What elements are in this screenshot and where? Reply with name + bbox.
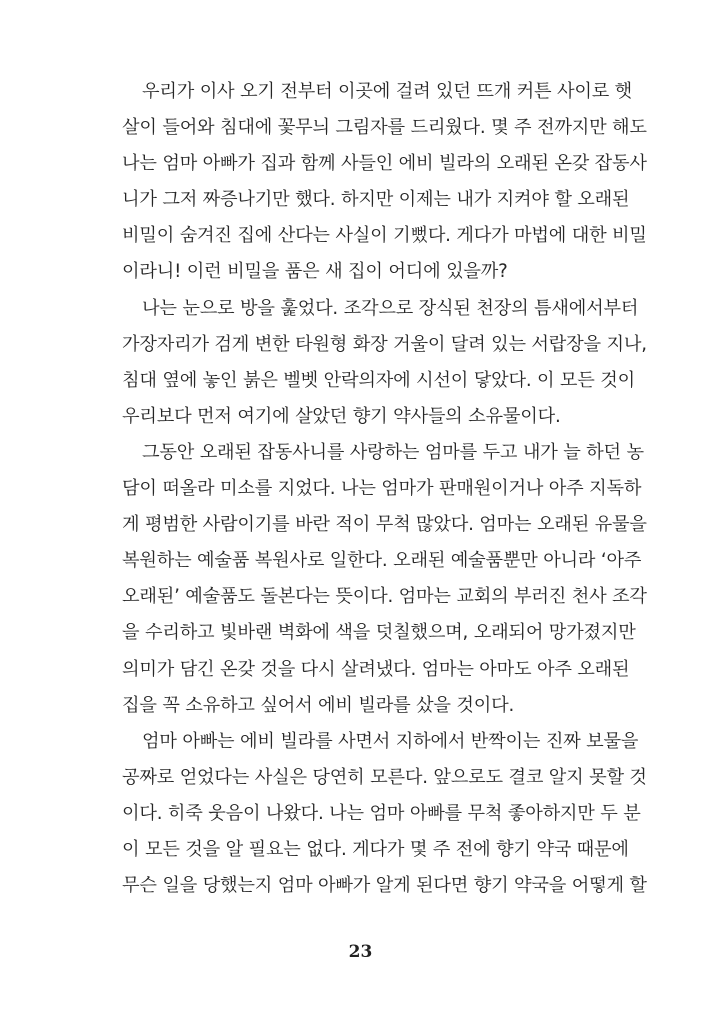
text-line: 침대 옆에 놓인 붉은 벨벳 안락의자에 시선이 닿았다. 이 모든 것이 (122, 369, 635, 391)
text-line: 나는 엄마 아빠가 집과 함께 사들인 에비 빌라의 오래된 온갖 잡동사 (122, 153, 647, 175)
text-line: 담이 떠올라 미소를 지었다. 나는 엄마가 판매원이거나 아주 지독하 (122, 478, 642, 500)
text-line: 비밀이 숨겨진 집에 산다는 사실이 기뻤다. 게다가 마법에 대한 비밀 (122, 225, 647, 247)
text-line: 게 평범한 사람이기를 바란 적이 무척 많았다. 엄마는 오래된 유물을 (122, 514, 647, 536)
text-line: 집을 꼭 소유하고 싶어서 에비 빌라를 샀을 것이다. (122, 694, 515, 716)
text-line: 의미가 담긴 온갖 것을 다시 살려냈다. 엄마는 아마도 아주 오래된 (122, 658, 630, 680)
text-line: 니가 그저 짜증나기만 했다. 하지만 이제는 내가 지켜야 할 오래된 (122, 189, 630, 211)
text-line: 공짜로 얻었다는 사실은 당연히 모른다. 앞으로도 결코 알지 못할 것 (122, 766, 647, 788)
text-line: 이다. 히죽 웃음이 나왔다. 나는 엄마 아빠를 무척 좋아하지만 두 분 (122, 802, 641, 824)
text-line: 무슨 일을 당했는지 엄마 아빠가 알게 된다면 향기 약국을 어떻게 할 (122, 875, 647, 897)
text-line: 그동안 오래된 잡동사니를 사랑하는 엄마를 두고 내가 늘 하던 농 (142, 441, 644, 463)
text-line: 을 수리하고 빛바랜 벽화에 색을 덧칠했으며, 오래되어 망가졌지만 (122, 622, 636, 644)
text-line: 엄마 아빠는 에비 빌라를 사면서 지하에서 반짝이는 진짜 보물을 (142, 730, 639, 752)
body-text (122, 74, 647, 904)
text-line: 가장자리가 검게 변한 타원형 화장 거울이 달려 있는 서랍장을 지나, (122, 333, 647, 355)
text-line: 우리보다 먼저 여기에 살았던 향기 약사들의 소유물이다. (122, 405, 561, 427)
text-line: 살이 들어와 침대에 꽃무늬 그림자를 드리웠다. 몇 주 전까지만 해도 (122, 117, 647, 139)
text-line: 이라니! 이런 비밀을 품은 새 집이 어디에 있을까? (122, 261, 508, 283)
text-line: 오래된’ 예술품도 돌본다는 뜻이다. 엄마는 교회의 부러진 천사 조각 (122, 586, 647, 608)
text-line: 복원하는 예술품 복원사로 일한다. 오래된 예술품뿐만 아니라 ‘아주 (122, 550, 642, 572)
text-line: 우리가 이사 오기 전부터 이곳에 걸려 있던 뜨개 커튼 사이로 햇 (142, 81, 633, 102)
text-line: 나는 눈으로 방을 훑었다. 조각으로 장식된 천장의 틈새에서부터 (142, 297, 639, 319)
text-line: 이 모든 것을 알 필요는 없다. 게다가 몇 주 전에 향기 약국 때문에 (122, 838, 629, 860)
page-number: 23 (348, 942, 373, 962)
